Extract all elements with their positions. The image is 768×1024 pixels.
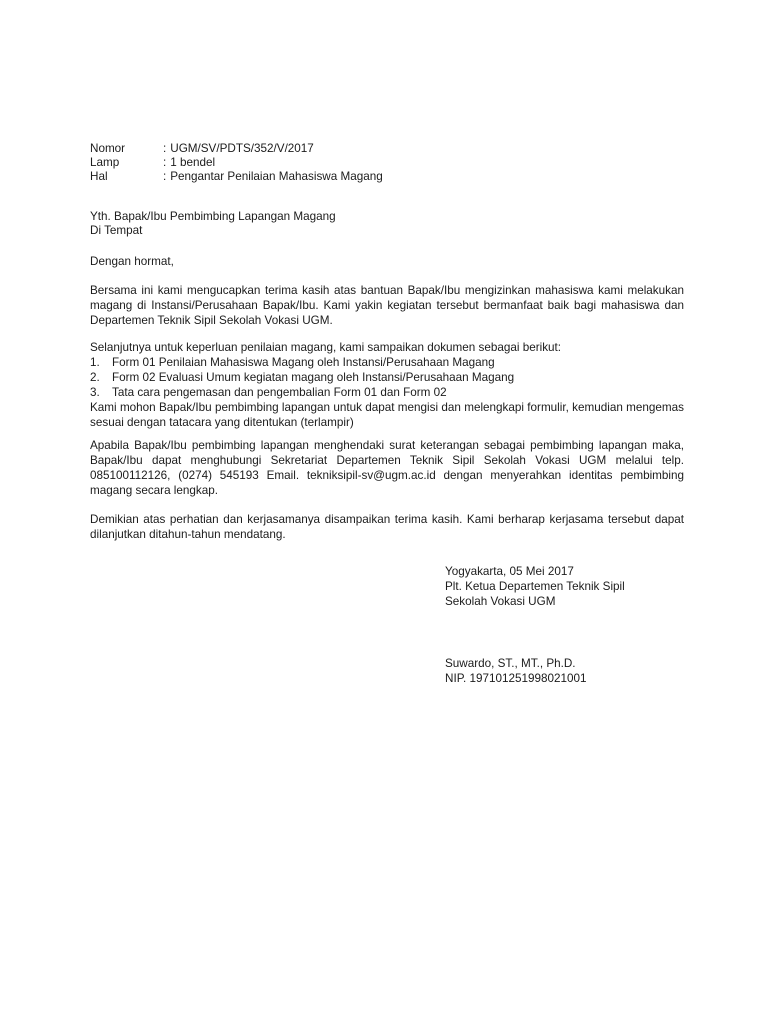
salutation: Dengan hormat,	[90, 255, 174, 268]
list-item-number: 2.	[90, 371, 100, 384]
letter-content	[90, 142, 684, 686]
signature-name-block	[445, 656, 684, 686]
meta-separator: :	[163, 170, 167, 183]
signature-title-1: Plt. Ketua Departemen Teknik Sipil	[445, 580, 625, 593]
meta-row-lamp	[90, 156, 684, 170]
signature-nip: NIP. 197101251998021001	[445, 672, 587, 685]
signature-place-date: Yogyakarta, 05 Mei 2017	[445, 565, 574, 578]
list-item	[90, 370, 684, 385]
meta-value-lamp: 1 bendel	[170, 156, 216, 169]
signature-title-2: Sekolah Vokasi UGM	[445, 595, 556, 608]
recipient-line-2: Di Tempat	[90, 224, 143, 237]
list-item-text: Form 02 Evaluasi Umum kegiatan magang oleh Instansi/Perusahaan Magang	[112, 371, 515, 384]
recipient-block	[90, 210, 684, 238]
list-item-text: Tata cara pengemasan dan pengembalian Form 01 dan Form 02	[112, 386, 447, 399]
letter-meta-block	[90, 142, 684, 184]
signature-name: Suwardo, ST., MT., Ph.D.	[445, 657, 576, 670]
recipient-line-1: Yth. Bapak/Ibu Pembimbing Lapangan Magang	[90, 210, 336, 223]
signature-block	[445, 564, 684, 686]
meta-label-nomor: Nomor	[90, 142, 126, 155]
paragraph-closing: Demikian atas perhatian dan kerjasamanya disampaikan terima kasih. Kami berharap kerjasama tersebut dapat dilanjutkan ditahun-tahun mendatang.	[90, 513, 684, 541]
meta-separator: :	[163, 156, 167, 169]
meta-row-hal	[90, 170, 684, 184]
meta-value-hal: Pengantar Penilaian Mahasiswa Magang	[170, 170, 383, 183]
meta-separator: :	[163, 142, 167, 155]
meta-value-nomor: UGM/SV/PDTS/352/V/2017	[170, 142, 314, 155]
meta-label-hal: Hal	[90, 170, 108, 183]
meta-label-lamp: Lamp	[90, 156, 120, 169]
documents-section	[90, 340, 684, 430]
paragraph-contact: Apabila Bapak/Ibu pembimbing lapangan menghendaki surat keterangan sebagai pembimbing lapangan maka, Bapak/Ibu dapat menghubungi Sekretariat Departemen Teknik Sipil Sekolah Vokasi UGM melalui telp. 085100112126, (0274) 545193 Email. tekniksipil-sv@ugm.ac.id dengan menyerahkan identitas pembimbing magang secara lengkap.	[90, 439, 684, 497]
paragraph-thanks: Bersama ini kami mengucapkan terima kasih atas bantuan Bapak/Ibu mengizinkan mahasiswa kami melakukan magang di Instansi/Perusahaan Bapak/Ibu. Kami yakin kegiatan tersebut bermanfaat baik bagi mahasiswa dan Departemen Teknik Sipil Sekolah Vokasi UGM.	[90, 284, 684, 327]
list-item	[90, 385, 684, 400]
documents-intro: Selanjutnya untuk keperluan penilaian magang, kami sampaikan dokumen sebagai berikut:	[90, 341, 562, 354]
documents-outro: Kami mohon Bapak/Ibu pembimbing lapangan untuk dapat mengisi dan melengkapi formulir, kemudian mengemas sesuai dengan tatacara yang ditentukan (terlampir)	[90, 401, 684, 429]
list-item-text: Form 01 Penilaian Mahasiswa Magang oleh Instansi/Perusahaan Magang	[112, 356, 495, 369]
list-item	[90, 355, 684, 370]
list-item-number: 1.	[90, 356, 100, 369]
meta-row-nomor	[90, 142, 684, 156]
list-item-number: 3.	[90, 386, 100, 399]
